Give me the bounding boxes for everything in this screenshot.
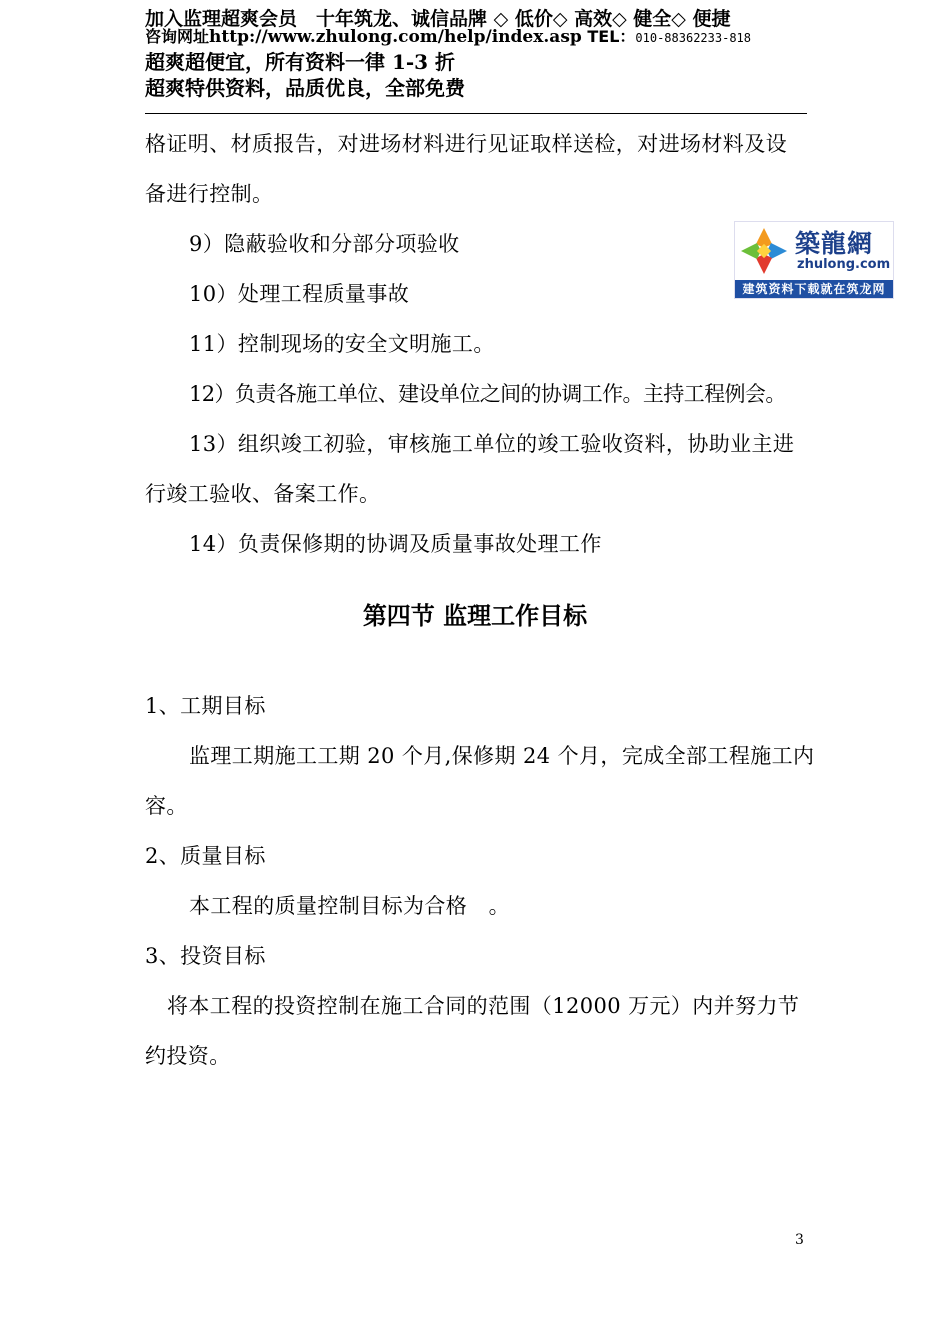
goal-text: 本工程的质量控制目标为合格 。 [189,894,510,918]
header-tel-label: TEL： [587,27,636,46]
body-line: 备进行控制。 [145,182,274,206]
header-contact [145,24,751,47]
header-promo-2: 超爽特供资料，品质优良，全部免费 [145,76,465,100]
header-slogan: 加入监理超爽会员 十年筑龙、诚信品牌 ◇ 低价◇ 高效◇ 健全◇ 便捷 [145,8,731,30]
pinwheel-logo-icon [739,226,789,276]
body-line: 格证明、材质报告，对进场材料进行见证取样送检，对进场材料及设 [145,132,787,156]
header-contact-label: 咨询网址 [145,27,210,46]
goal-text: 约投资。 [145,1044,231,1068]
goal-heading-schedule: 1、工期目标 [145,694,266,718]
logo-chinese-name: 築龍網 [795,229,874,258]
list-item: 11）控制现场的安全文明施工。 [189,332,495,356]
header-tel: 010-88362233-818 [635,31,751,45]
page-number: 3 [795,1232,804,1248]
list-item-continued: 行竣工验收、备案工作。 [145,482,381,506]
goal-text: 监理工期施工工期 20 个月,保修期 24 个月，完成全部工程施工内 [189,744,815,768]
list-item: 10）处理工程质量事故 [189,282,410,306]
header-promo-1: 超爽超便宜，所有资料一律 1-3 折 [145,50,456,74]
header-divider [145,113,807,114]
list-item: 9）隐蔽验收和分部分项验收 [189,232,460,256]
logo-domain: zhulong.com [797,257,891,272]
zhulong-logo [734,221,894,299]
list-item: 12）负责各施工单位、建设单位之间的协调工作。主持工程例会。 [189,382,786,406]
goal-text: 将本工程的投资控制在施工合同的范围（12000 万元）内并努力节 [167,994,800,1018]
logo-slogan: 建筑资料下载就在筑龙网 [735,280,893,298]
goal-heading-quality: 2、质量目标 [145,844,266,868]
goal-text: 容。 [145,794,188,818]
list-item: 14）负责保修期的协调及质量事故处理工作 [189,532,602,556]
header-url[interactable]: http://www.zhulong.com/help/index.asp [209,27,582,47]
list-item: 13）组织竣工初验，审核施工单位的竣工验收资料，协助业主进 [189,432,795,456]
section-title: 第四节 监理工作目标 [362,602,588,630]
goal-heading-investment: 3、投资目标 [145,944,266,968]
